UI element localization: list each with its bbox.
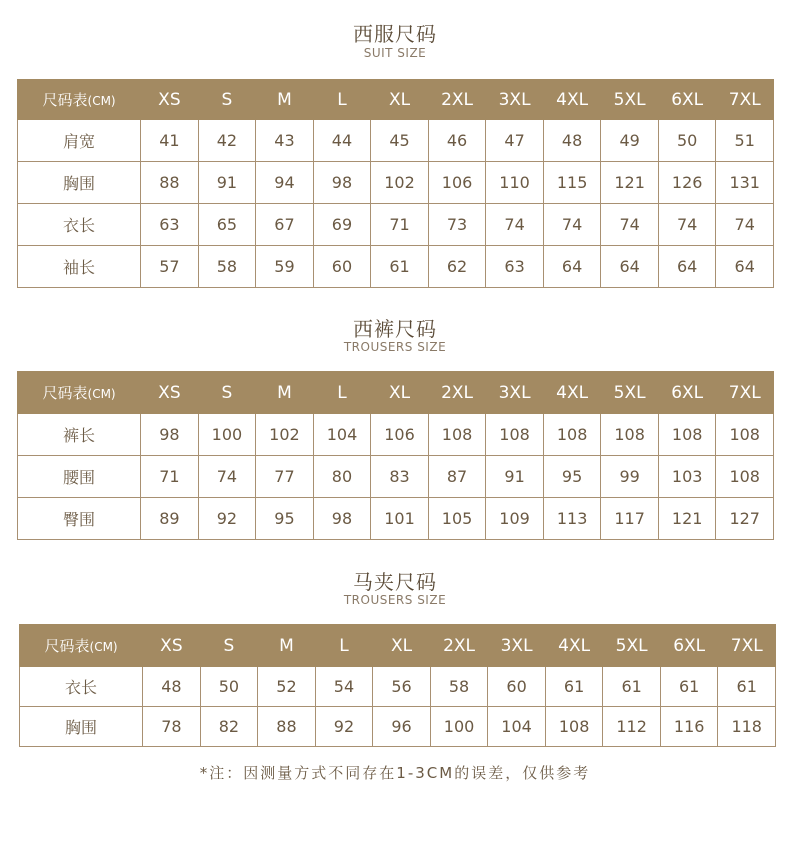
measurement-value: 117 bbox=[601, 498, 659, 540]
size-column-header: S bbox=[200, 625, 258, 667]
measurement-value: 63 bbox=[141, 204, 199, 246]
measurement-value: 100 bbox=[198, 414, 256, 456]
size-chart-header-cell bbox=[18, 372, 141, 414]
measurement-value: 108 bbox=[601, 414, 659, 456]
measurement-value: 88 bbox=[141, 162, 199, 204]
size-column-header: S bbox=[198, 372, 256, 414]
size-column-header: 2XL bbox=[428, 372, 486, 414]
measurement-value: 65 bbox=[198, 204, 256, 246]
size-column-header: 2XL bbox=[430, 625, 488, 667]
table-header-row bbox=[18, 80, 774, 120]
measurement-value: 41 bbox=[141, 120, 199, 162]
measurement-value: 49 bbox=[601, 120, 659, 162]
size-chart-label: 尺码表 bbox=[44, 637, 90, 655]
measurement-value: 113 bbox=[543, 498, 601, 540]
vest-section-subtitle: TROUSERS SIZE bbox=[343, 593, 447, 607]
measurement-value: 104 bbox=[313, 414, 371, 456]
measurement-value: 50 bbox=[200, 667, 258, 707]
measurement-value: 98 bbox=[313, 162, 371, 204]
measurement-value: 91 bbox=[198, 162, 256, 204]
measurement-value: 74 bbox=[198, 456, 256, 498]
measurement-value: 52 bbox=[258, 667, 316, 707]
measurement-value: 108 bbox=[716, 456, 774, 498]
measurement-value: 112 bbox=[603, 707, 661, 747]
measurement-note: *注：因测量方式不同存在1-3CM的误差，仅供参考 bbox=[199, 764, 591, 782]
measurement-value: 64 bbox=[716, 246, 774, 288]
table-row bbox=[20, 667, 776, 707]
measurement-value: 131 bbox=[716, 162, 774, 204]
measurement-value: 74 bbox=[486, 204, 544, 246]
measurement-value: 44 bbox=[313, 120, 371, 162]
measurement-value: 78 bbox=[143, 707, 201, 747]
measurement-value: 45 bbox=[371, 120, 429, 162]
measurement-value: 108 bbox=[545, 707, 603, 747]
measurement-label: 裤长 bbox=[18, 414, 141, 456]
measurement-value: 82 bbox=[200, 707, 258, 747]
measurement-value: 73 bbox=[428, 204, 486, 246]
measurement-value: 121 bbox=[601, 162, 659, 204]
measurement-value: 74 bbox=[658, 204, 716, 246]
measurement-label: 胸围 bbox=[18, 162, 141, 204]
size-column-header: XL bbox=[371, 372, 429, 414]
measurement-value: 121 bbox=[658, 498, 716, 540]
measurement-value: 60 bbox=[488, 667, 546, 707]
trousers-section-subtitle: TROUSERS SIZE bbox=[343, 340, 447, 354]
table-row bbox=[18, 414, 774, 456]
measurement-value: 54 bbox=[315, 667, 373, 707]
size-column-header: 3XL bbox=[486, 80, 544, 120]
size-column-header: 6XL bbox=[658, 372, 716, 414]
measurement-value: 95 bbox=[256, 498, 314, 540]
measurement-value: 108 bbox=[543, 414, 601, 456]
size-column-header: XL bbox=[373, 625, 431, 667]
measurement-value: 108 bbox=[658, 414, 716, 456]
table-header-row bbox=[20, 625, 776, 667]
measurement-value: 57 bbox=[141, 246, 199, 288]
measurement-value: 56 bbox=[373, 667, 431, 707]
size-column-header: 5XL bbox=[601, 80, 659, 120]
measurement-value: 80 bbox=[313, 456, 371, 498]
measurement-value: 100 bbox=[430, 707, 488, 747]
size-column-header: 4XL bbox=[543, 372, 601, 414]
measurement-value: 67 bbox=[256, 204, 314, 246]
size-column-header: 7XL bbox=[716, 372, 774, 414]
measurement-label: 衣长 bbox=[20, 667, 143, 707]
suit-size-table bbox=[17, 79, 774, 288]
measurement-value: 101 bbox=[371, 498, 429, 540]
size-column-header: L bbox=[313, 80, 371, 120]
size-chart-label: 尺码表 bbox=[42, 384, 88, 402]
measurement-value: 48 bbox=[543, 120, 601, 162]
unit-label: (CM) bbox=[87, 94, 116, 108]
measurement-value: 92 bbox=[315, 707, 373, 747]
table-row bbox=[18, 456, 774, 498]
size-column-header: XL bbox=[371, 80, 429, 120]
measurement-value: 102 bbox=[256, 414, 314, 456]
measurement-value: 99 bbox=[601, 456, 659, 498]
table-row bbox=[18, 162, 774, 204]
size-column-header: 3XL bbox=[486, 372, 544, 414]
measurement-value: 71 bbox=[141, 456, 199, 498]
size-column-header: 2XL bbox=[428, 80, 486, 120]
trousers-section-title: 西裤尺码 bbox=[353, 317, 437, 341]
size-column-header: M bbox=[256, 372, 314, 414]
measurement-value: 74 bbox=[601, 204, 659, 246]
measurement-value: 61 bbox=[371, 246, 429, 288]
size-column-header: S bbox=[198, 80, 256, 120]
measurement-value: 58 bbox=[430, 667, 488, 707]
measurement-value: 50 bbox=[658, 120, 716, 162]
measurement-value: 64 bbox=[601, 246, 659, 288]
size-chart-header-cell bbox=[20, 625, 143, 667]
measurement-value: 61 bbox=[545, 667, 603, 707]
measurement-value: 116 bbox=[660, 707, 718, 747]
measurement-value: 46 bbox=[428, 120, 486, 162]
size-chart-label: 尺码表 bbox=[42, 91, 88, 109]
measurement-value: 63 bbox=[486, 246, 544, 288]
measurement-value: 74 bbox=[716, 204, 774, 246]
size-column-header: 4XL bbox=[545, 625, 603, 667]
measurement-value: 108 bbox=[428, 414, 486, 456]
table-row bbox=[18, 120, 774, 162]
table-row bbox=[20, 707, 776, 747]
measurement-value: 47 bbox=[486, 120, 544, 162]
size-column-header: M bbox=[258, 625, 316, 667]
measurement-value: 106 bbox=[371, 414, 429, 456]
measurement-value: 83 bbox=[371, 456, 429, 498]
measurement-value: 94 bbox=[256, 162, 314, 204]
measurement-value: 103 bbox=[658, 456, 716, 498]
size-column-header: 7XL bbox=[718, 625, 776, 667]
measurement-value: 64 bbox=[658, 246, 716, 288]
measurement-value: 59 bbox=[256, 246, 314, 288]
measurement-label: 腰围 bbox=[18, 456, 141, 498]
size-column-header: L bbox=[313, 372, 371, 414]
measurement-value: 88 bbox=[258, 707, 316, 747]
measurement-value: 43 bbox=[256, 120, 314, 162]
measurement-value: 110 bbox=[486, 162, 544, 204]
measurement-value: 71 bbox=[371, 204, 429, 246]
measurement-value: 109 bbox=[486, 498, 544, 540]
measurement-value: 126 bbox=[658, 162, 716, 204]
measurement-value: 98 bbox=[313, 498, 371, 540]
measurement-value: 95 bbox=[543, 456, 601, 498]
measurement-value: 48 bbox=[143, 667, 201, 707]
measurement-value: 96 bbox=[373, 707, 431, 747]
measurement-value: 64 bbox=[543, 246, 601, 288]
measurement-value: 89 bbox=[141, 498, 199, 540]
measurement-value: 61 bbox=[603, 667, 661, 707]
measurement-value: 92 bbox=[198, 498, 256, 540]
table-header-row bbox=[18, 372, 774, 414]
size-column-header: 4XL bbox=[543, 80, 601, 120]
measurement-value: 60 bbox=[313, 246, 371, 288]
measurement-value: 105 bbox=[428, 498, 486, 540]
measurement-value: 62 bbox=[428, 246, 486, 288]
measurement-value: 58 bbox=[198, 246, 256, 288]
measurement-value: 74 bbox=[543, 204, 601, 246]
measurement-value: 108 bbox=[486, 414, 544, 456]
vest-section-title: 马夹尺码 bbox=[353, 570, 437, 594]
size-column-header: 7XL bbox=[716, 80, 774, 120]
measurement-value: 91 bbox=[486, 456, 544, 498]
measurement-label: 肩宽 bbox=[18, 120, 141, 162]
size-column-header: L bbox=[315, 625, 373, 667]
measurement-value: 118 bbox=[718, 707, 776, 747]
suit-section-title: 西服尺码 bbox=[353, 22, 437, 46]
size-column-header: 5XL bbox=[603, 625, 661, 667]
unit-label: (CM) bbox=[87, 387, 116, 401]
size-column-header: M bbox=[256, 80, 314, 120]
measurement-value: 61 bbox=[660, 667, 718, 707]
measurement-value: 42 bbox=[198, 120, 256, 162]
measurement-value: 87 bbox=[428, 456, 486, 498]
measurement-value: 98 bbox=[141, 414, 199, 456]
size-column-header: 5XL bbox=[601, 372, 659, 414]
measurement-label: 衣长 bbox=[18, 204, 141, 246]
size-column-header: XS bbox=[141, 80, 199, 120]
size-column-header: 3XL bbox=[488, 625, 546, 667]
size-column-header: XS bbox=[141, 372, 199, 414]
size-column-header: XS bbox=[143, 625, 201, 667]
size-column-header: 6XL bbox=[660, 625, 718, 667]
measurement-value: 102 bbox=[371, 162, 429, 204]
unit-label: (CM) bbox=[89, 640, 118, 654]
measurement-value: 69 bbox=[313, 204, 371, 246]
table-row bbox=[18, 246, 774, 288]
table-row bbox=[18, 498, 774, 540]
measurement-value: 61 bbox=[718, 667, 776, 707]
table-row bbox=[18, 204, 774, 246]
trousers-size-table bbox=[17, 371, 774, 540]
measurement-label: 臀围 bbox=[18, 498, 141, 540]
measurement-label: 胸围 bbox=[20, 707, 143, 747]
measurement-value: 106 bbox=[428, 162, 486, 204]
suit-section-subtitle: SUIT SIZE bbox=[363, 46, 427, 60]
measurement-value: 108 bbox=[716, 414, 774, 456]
size-chart-header-cell bbox=[18, 80, 141, 120]
measurement-value: 77 bbox=[256, 456, 314, 498]
size-column-header: 6XL bbox=[658, 80, 716, 120]
measurement-value: 51 bbox=[716, 120, 774, 162]
measurement-value: 127 bbox=[716, 498, 774, 540]
measurement-value: 115 bbox=[543, 162, 601, 204]
measurement-value: 104 bbox=[488, 707, 546, 747]
measurement-label: 袖长 bbox=[18, 246, 141, 288]
vest-size-table bbox=[19, 624, 776, 747]
